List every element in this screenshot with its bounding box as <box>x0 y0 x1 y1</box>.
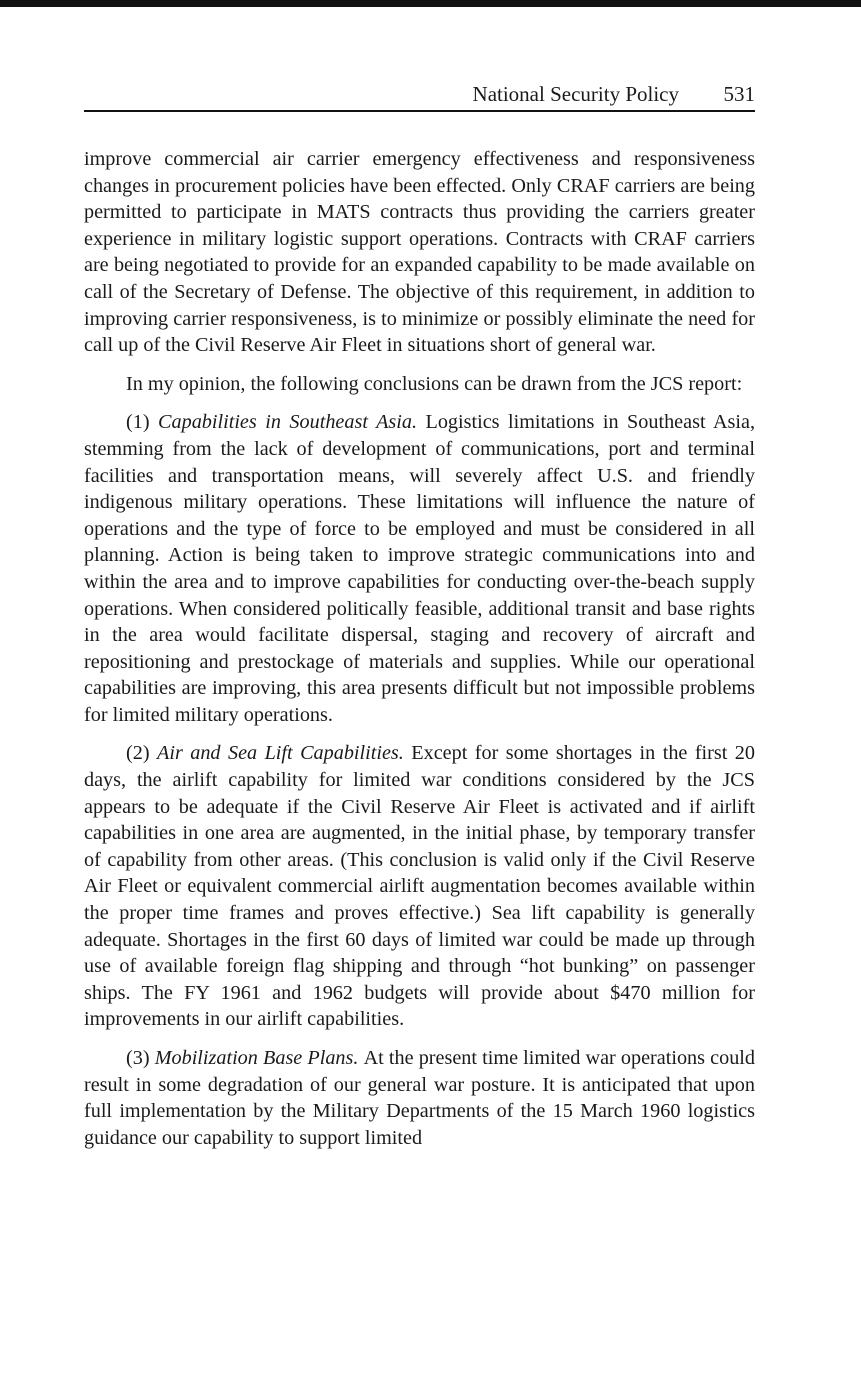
page-number: 531 <box>723 82 755 106</box>
top-edge-rule <box>0 0 861 7</box>
paragraph-text: improve commercial air carrier emergency effectiveness and responsiveness changes in procurement policies have been effected. Only CRAF carriers are being permitted to participate in MATS contracts thus providing the carriers greater experience in military logistic support operations. Contracts with CRAF carriers are being negotiated to provide for an expanded capability to be made available on call of the Secretary of Defense. The objective of this requirement, in addition to improving carrier responsiveness, is to minimize or possibly eliminate the need for call up of the Civil Reserve Air Fleet in situations short of general war. <box>84 148 755 357</box>
paragraph-text: Except for some shortages in the first 20 days, the airlift capability for limited war conditions considered by the JCS appears to be adequate if the Civil Reserve Air Fleet is activated and if airlift capabilities in one area are augmented, in the initial phase, by temporary transfer of capability from other areas. (This conclusion is valid only if the Civil Reserve Air Fleet or equivalent commercial airlift augmentation becomes available within the proper time frames and proves effective.) Sea lift capability is generally adequate. Shortages in the first 60 days of limited war could be made up through use of available foreign flag shipping and through “hot bunking” on passenger ships. The FY 1961 and 1962 budgets will provide about $470 million for improvements in our airlift capabilities. <box>84 742 755 1031</box>
paragraph-conclusions-intro <box>84 371 755 398</box>
running-header-title: National Security Policy <box>472 82 679 106</box>
page-body <box>84 146 755 1163</box>
paragraph-continuation <box>84 146 755 359</box>
paragraph-mobilization-base <box>84 1045 755 1151</box>
running-header <box>84 80 755 112</box>
item-number: (3) <box>126 1047 155 1069</box>
item-heading: Mobilization Base Plans. <box>154 1047 364 1069</box>
item-heading: Capabilities in Southeast Asia. <box>158 411 426 434</box>
paragraph-southeast-asia <box>84 409 755 728</box>
paragraph-text: At the present time limited war operations could result in some degradation of our general war posture. It is anticipated that upon full implementation by the Military Departments of the 15 March 1960 logistics guidance our capability to support limited <box>84 1047 755 1149</box>
paragraph-text: Logistics limitations in Southeast Asia, stemming from the lack of development of communications, port and terminal facilities and transportation means, will severely affect U.S. and friendly indigenous military operations. These limitations will influence the nature of operations and the type of force to be employed and must be considered in all planning. Action is being taken to improve strategic communications into and within the area and to improve capabilities for conducting over-the-beach supply operations. When considered politically feasible, additional transit and base rights in the area would facilitate dispersal, staging and recovery of aircraft and repositioning and prestockage of materials and supplies. While our operational capabilities are improving, this area presents difficult but not impossible problems for limited military operations. <box>84 411 755 726</box>
item-heading: Air and Sea Lift Capabilities. <box>157 742 412 765</box>
item-number: (2) <box>126 742 157 765</box>
paragraph-text: In my opinion, the following conclusions can be drawn from the JCS report: <box>126 372 743 395</box>
paragraph-air-sea-lift <box>84 740 755 1033</box>
item-number: (1) <box>126 411 159 434</box>
